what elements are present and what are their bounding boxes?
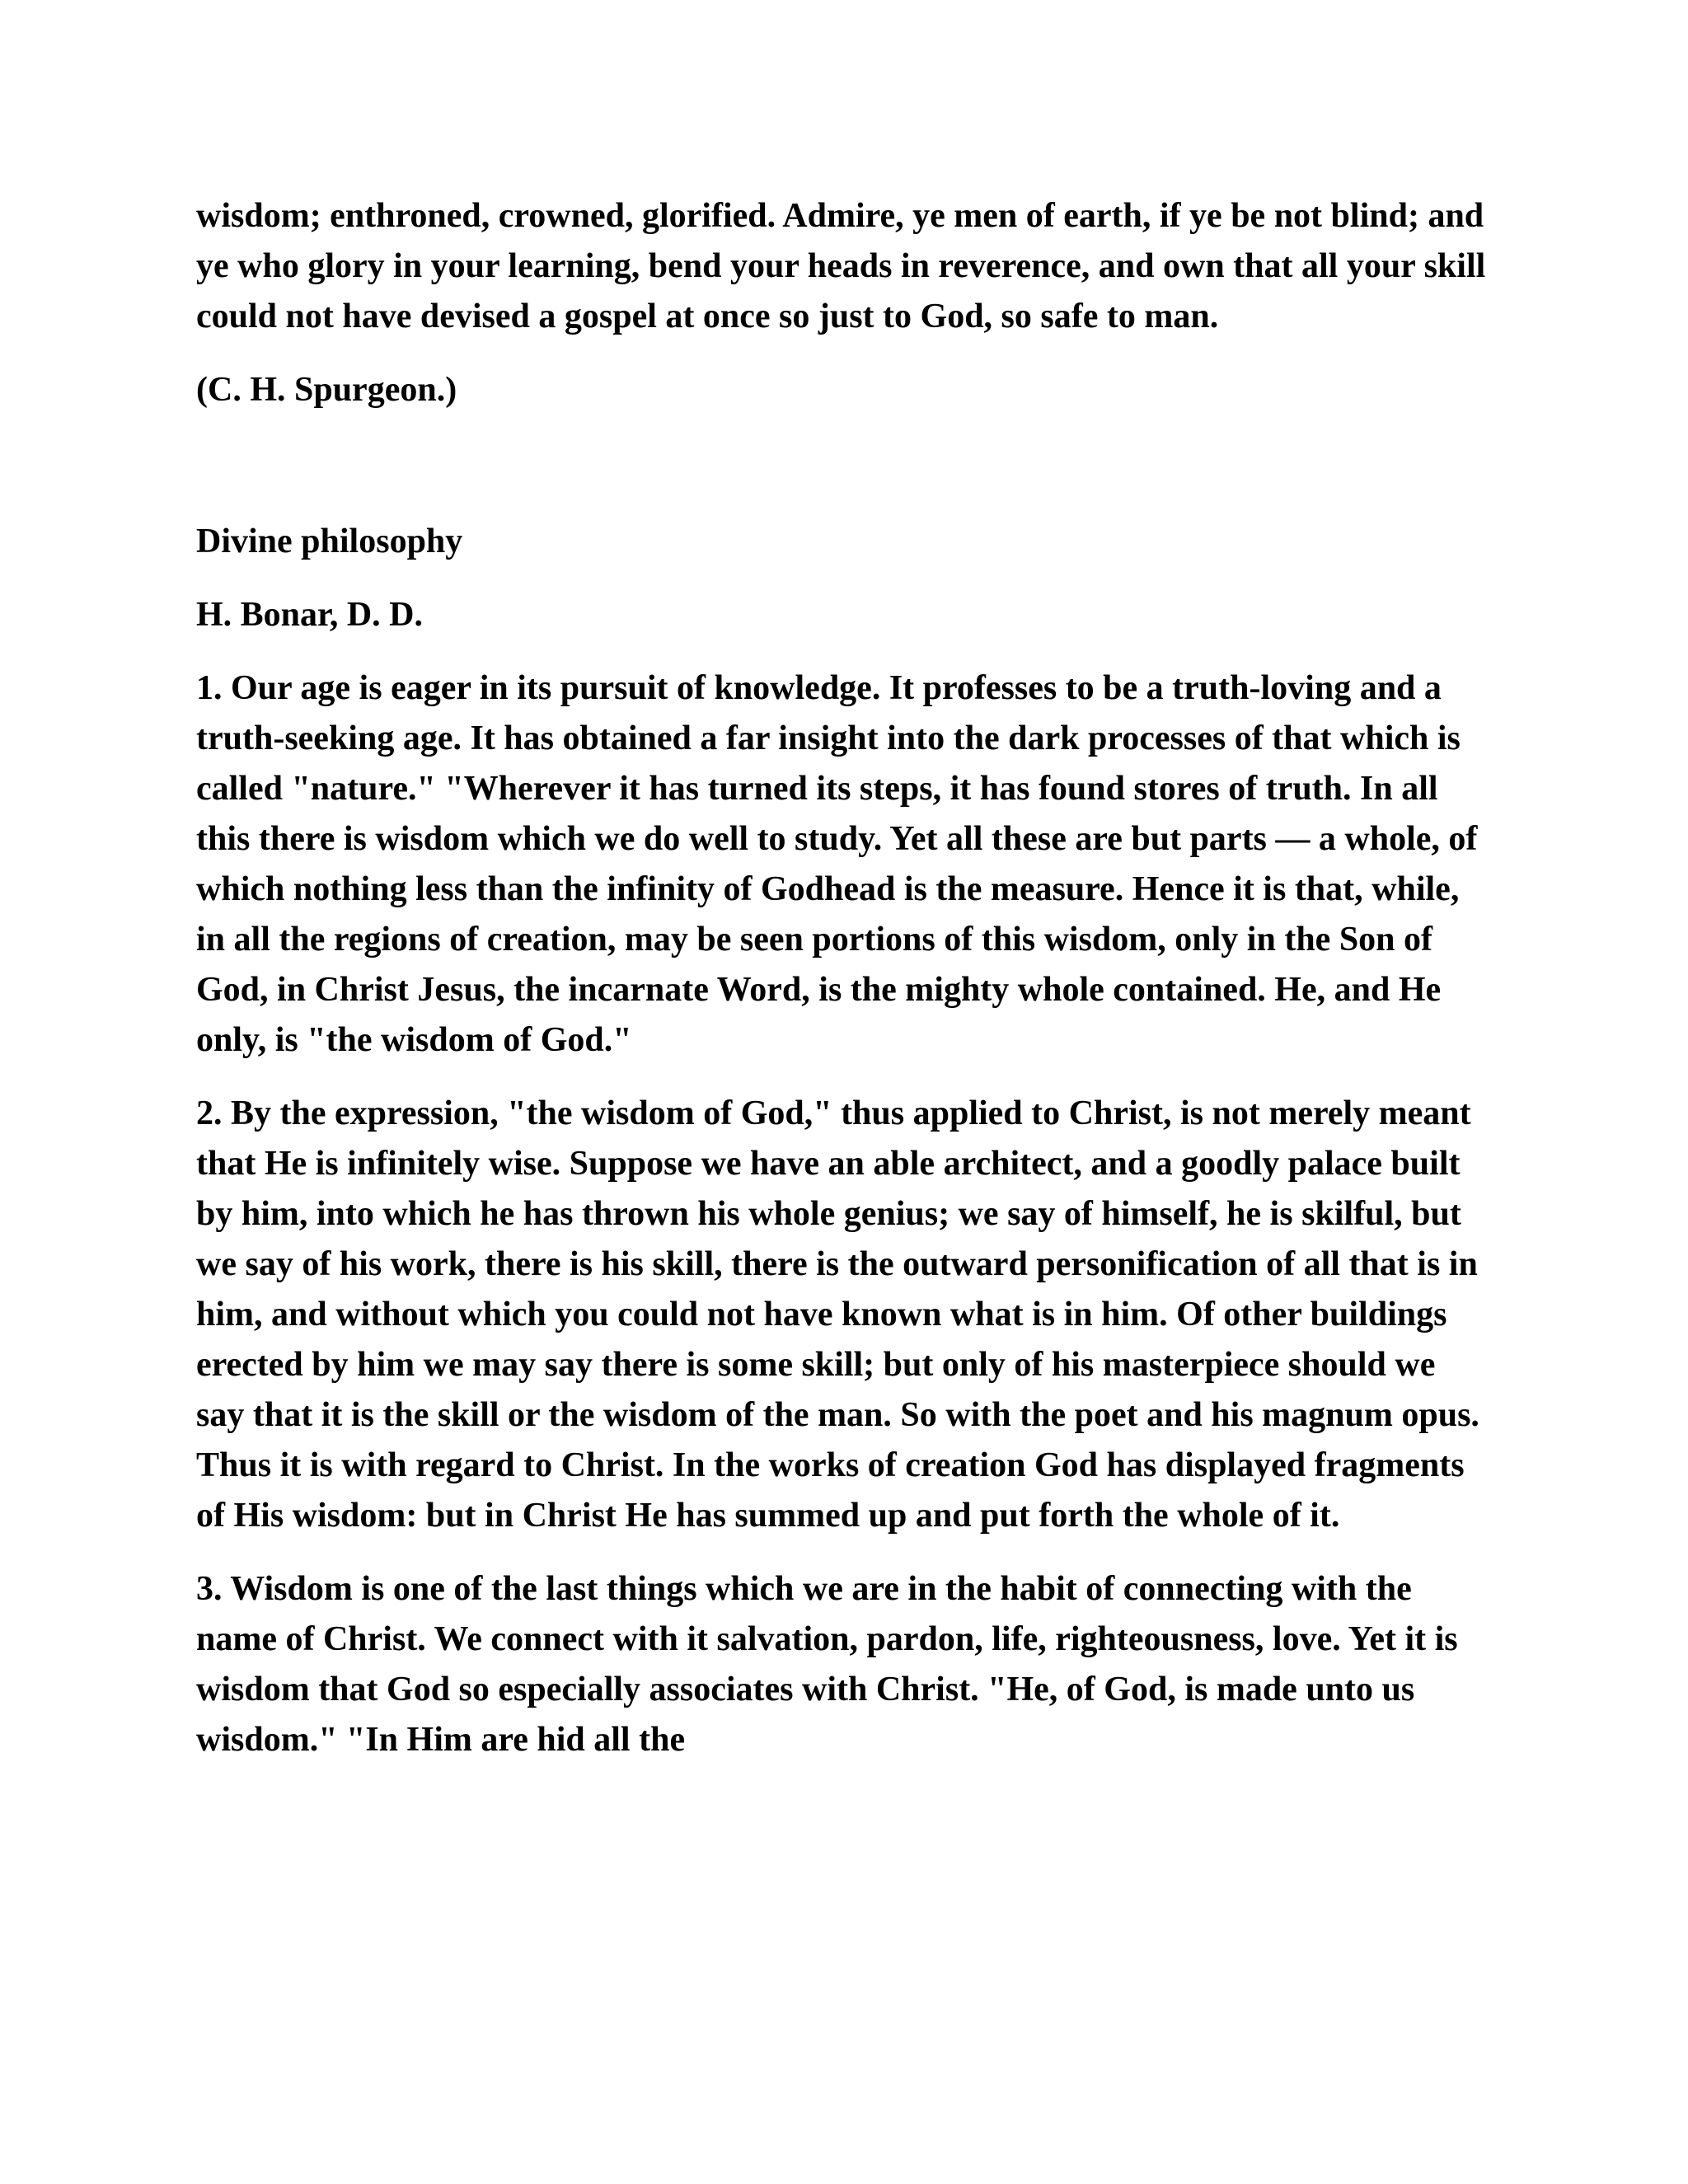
document-page	[196, 191, 1492, 1788]
section-title: Divine philosophy	[196, 523, 463, 560]
paragraph-2: 2. By the expression, "the wisdom of God," thus applied to Christ, is not merely meant that He is infinitely wise. Suppose we have an able architect, and a goodly palace built by him, into which he has thrown his whole genius; we say of himself, he is skilful, but we say of his work, there is his skill, there is the outward personification of all that is in him, and without which you could not have known what is in him. Of other buildings erected by him we may say there is some skill; but only of his masterpiece should we say that it is the skill or the wisdom of the man. So with the poet and his magnum opus. Thus it is with regard to Christ. In the works of creation God has displayed fragments of His wisdom: but in Christ He has summed up and put forth the whole of it.	[196, 1094, 1479, 1535]
paragraph-3: 3. Wisdom is one of the last things which we are in the habit of connecting with the name of Christ. We connect with it salvation, pardon, life, righteousness, love. Yet it is wisdom that God so especially associates with Christ. "He, of God, is made unto us wisdom." "In Him are hid all the	[196, 1570, 1458, 1759]
attribution: (C. H. Spurgeon.)	[196, 371, 457, 409]
paragraph-spurgeon-quote: wisdom; enthroned, crowned, glorified. Admire, ye men of earth, if ye be not blind; and ye who glory in your learning, bend your heads in reverence, and own that all your skill could not have devised a gospel at once so just to God, so safe to man.	[196, 197, 1486, 335]
paragraph-1: 1. Our age is eager in its pursuit of knowledge. It professes to be a truth-loving and a truth-seeking age. It has obtained a far insight into the dark processes of that which is called "nature." "Wherever it has turned its steps, it has found stores of truth. In all this there is wisdom which we do well to study. Yet all these are but parts — a whole, of which nothing less than the infinity of Godhead is the measure. Hence it is that, while, in all the regions of creation, may be seen portions of this wisdom, only in the Son of God, in Christ Jesus, the incarnate Word, is the mighty whole contained. He, and He only, is "the wisdom of God."	[196, 669, 1478, 1059]
section-spacer	[196, 438, 1492, 517]
author-line: H. Bonar, D. D.	[196, 596, 423, 634]
